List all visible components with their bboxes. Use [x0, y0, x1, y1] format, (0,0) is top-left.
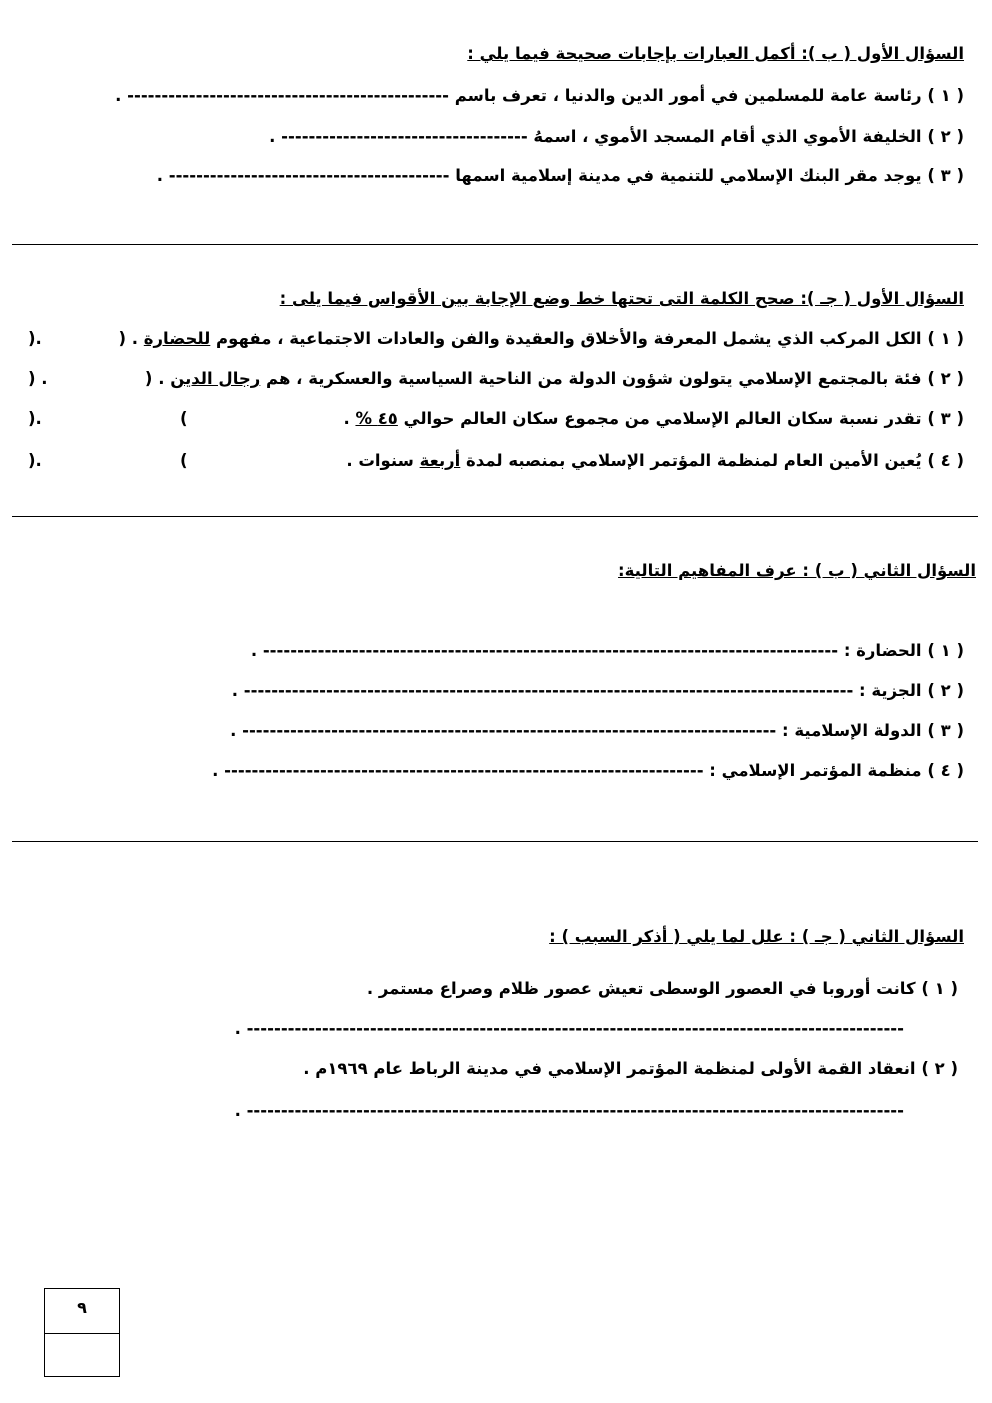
item-text-end: .: [343, 409, 356, 428]
section1-item-1: ( ١ ) رئاسة عامة للمسلمين في أمور الدين والدنيا ، تعرف باسم ----------------------------------------------- .: [115, 86, 964, 105]
divider: [12, 841, 978, 842]
section4-answer-line-1: ------------------------------------------------------------------------------------------------ .: [234, 1019, 904, 1038]
answer-paren-close: ).: [28, 329, 42, 348]
answer-paren-close: ).: [28, 409, 42, 428]
section4-answer-line-2: ------------------------------------------------------------------------------------------------ .: [234, 1101, 904, 1120]
section3-item-1: ( ١ ) الحضارة : ------------------------------------------------------------------------------------ .: [250, 641, 964, 660]
divider: [12, 516, 978, 517]
item-text: ( ١ ) الكل المركب الذي يشمل المعرفة والأخلاق والعقيدة والفن والعادات الاجتماعية ، مفهوم: [210, 329, 964, 348]
answer-paren-close: ).: [28, 451, 42, 470]
item-text-end: سنوات .: [346, 451, 420, 470]
section1-heading: السؤال الأول ( ب ): أكمل العبارات بإجابات صحيحة فيما يلي :: [467, 44, 964, 63]
section2-heading: السؤال الأول ( جـ ): صحح الكلمة التى تحتها خط وضع الإجابة بين الأقواس فيما يلى :: [279, 289, 964, 308]
answer-paren-open: (: [180, 409, 188, 428]
section2-item-1: [118, 328, 964, 350]
section3-item-4: ( ٤ ) منظمة المؤتمر الإسلامي : ---------------------------------------------------------------------- .: [212, 761, 964, 780]
item-text: ( ٤ ) يُعين الأمين العام لمنظمة المؤتمر الإسلامي بمنصبه لمدة: [460, 451, 964, 470]
section2-item-2: [145, 368, 964, 390]
section4-item-1: ( ١ ) كانت أوروبا في العصور الوسطى تعيش عصور ظلام وصراع مستمر .: [366, 979, 958, 998]
divider: [12, 244, 978, 245]
underlined-word: رجال الدين: [170, 369, 261, 388]
item-text: ( ٢ ) فئة بالمجتمع الإسلامي يتولون شؤون الدولة من الناحية السياسية والعسكرية ، هم: [260, 369, 964, 388]
answer-paren-close: ) .: [28, 369, 48, 388]
section4-item-2: ( ٢ ) انعقاد القمة الأولى لمنظمة المؤتمر الإسلامي في مدينة الرباط عام ١٩٦٩م .: [303, 1059, 958, 1078]
section3-heading: السؤال الثاني ( ب ) : عرف المفاهيم التالية:: [618, 561, 976, 580]
underlined-word: أربعة: [419, 451, 461, 470]
page-number-box: [44, 1288, 120, 1377]
section4-heading: السؤال الثاني ( جـ ) : علل لما يلي ( أذكر السبب ) :: [549, 927, 964, 946]
item-text-end: . (: [118, 329, 144, 348]
item-text-end: . (: [144, 369, 171, 388]
section1-item-3: ( ٣ ) يوجد مقر البنك الإسلامي للتنمية في مدينة إسلامية اسمها ----------------------------------------- .: [156, 166, 964, 185]
answer-paren-open: (: [180, 451, 188, 470]
section1-item-2: ( ٢ ) الخليفة الأموي الذي أقام المسجد الأموي ، اسمهُ ------------------------------------ .: [269, 127, 964, 146]
section3-item-2: ( ٢ ) الجزية : ----------------------------------------------------------------------------------------- .: [231, 681, 964, 700]
section2-item-3: [343, 408, 964, 430]
section2-item-4: [346, 450, 964, 472]
page-number: ٩: [45, 1289, 119, 1334]
item-text: ( ٣ ) تقدر نسبة سكان العالم الإسلامي من مجموع سكان العالم حوالي: [397, 409, 964, 428]
underlined-word: للحضارة: [143, 329, 211, 348]
section3-item-3: ( ٣ ) الدولة الإسلامية : ------------------------------------------------------------------------------ .: [230, 721, 964, 740]
underlined-word: ٤٥ %: [355, 409, 398, 428]
